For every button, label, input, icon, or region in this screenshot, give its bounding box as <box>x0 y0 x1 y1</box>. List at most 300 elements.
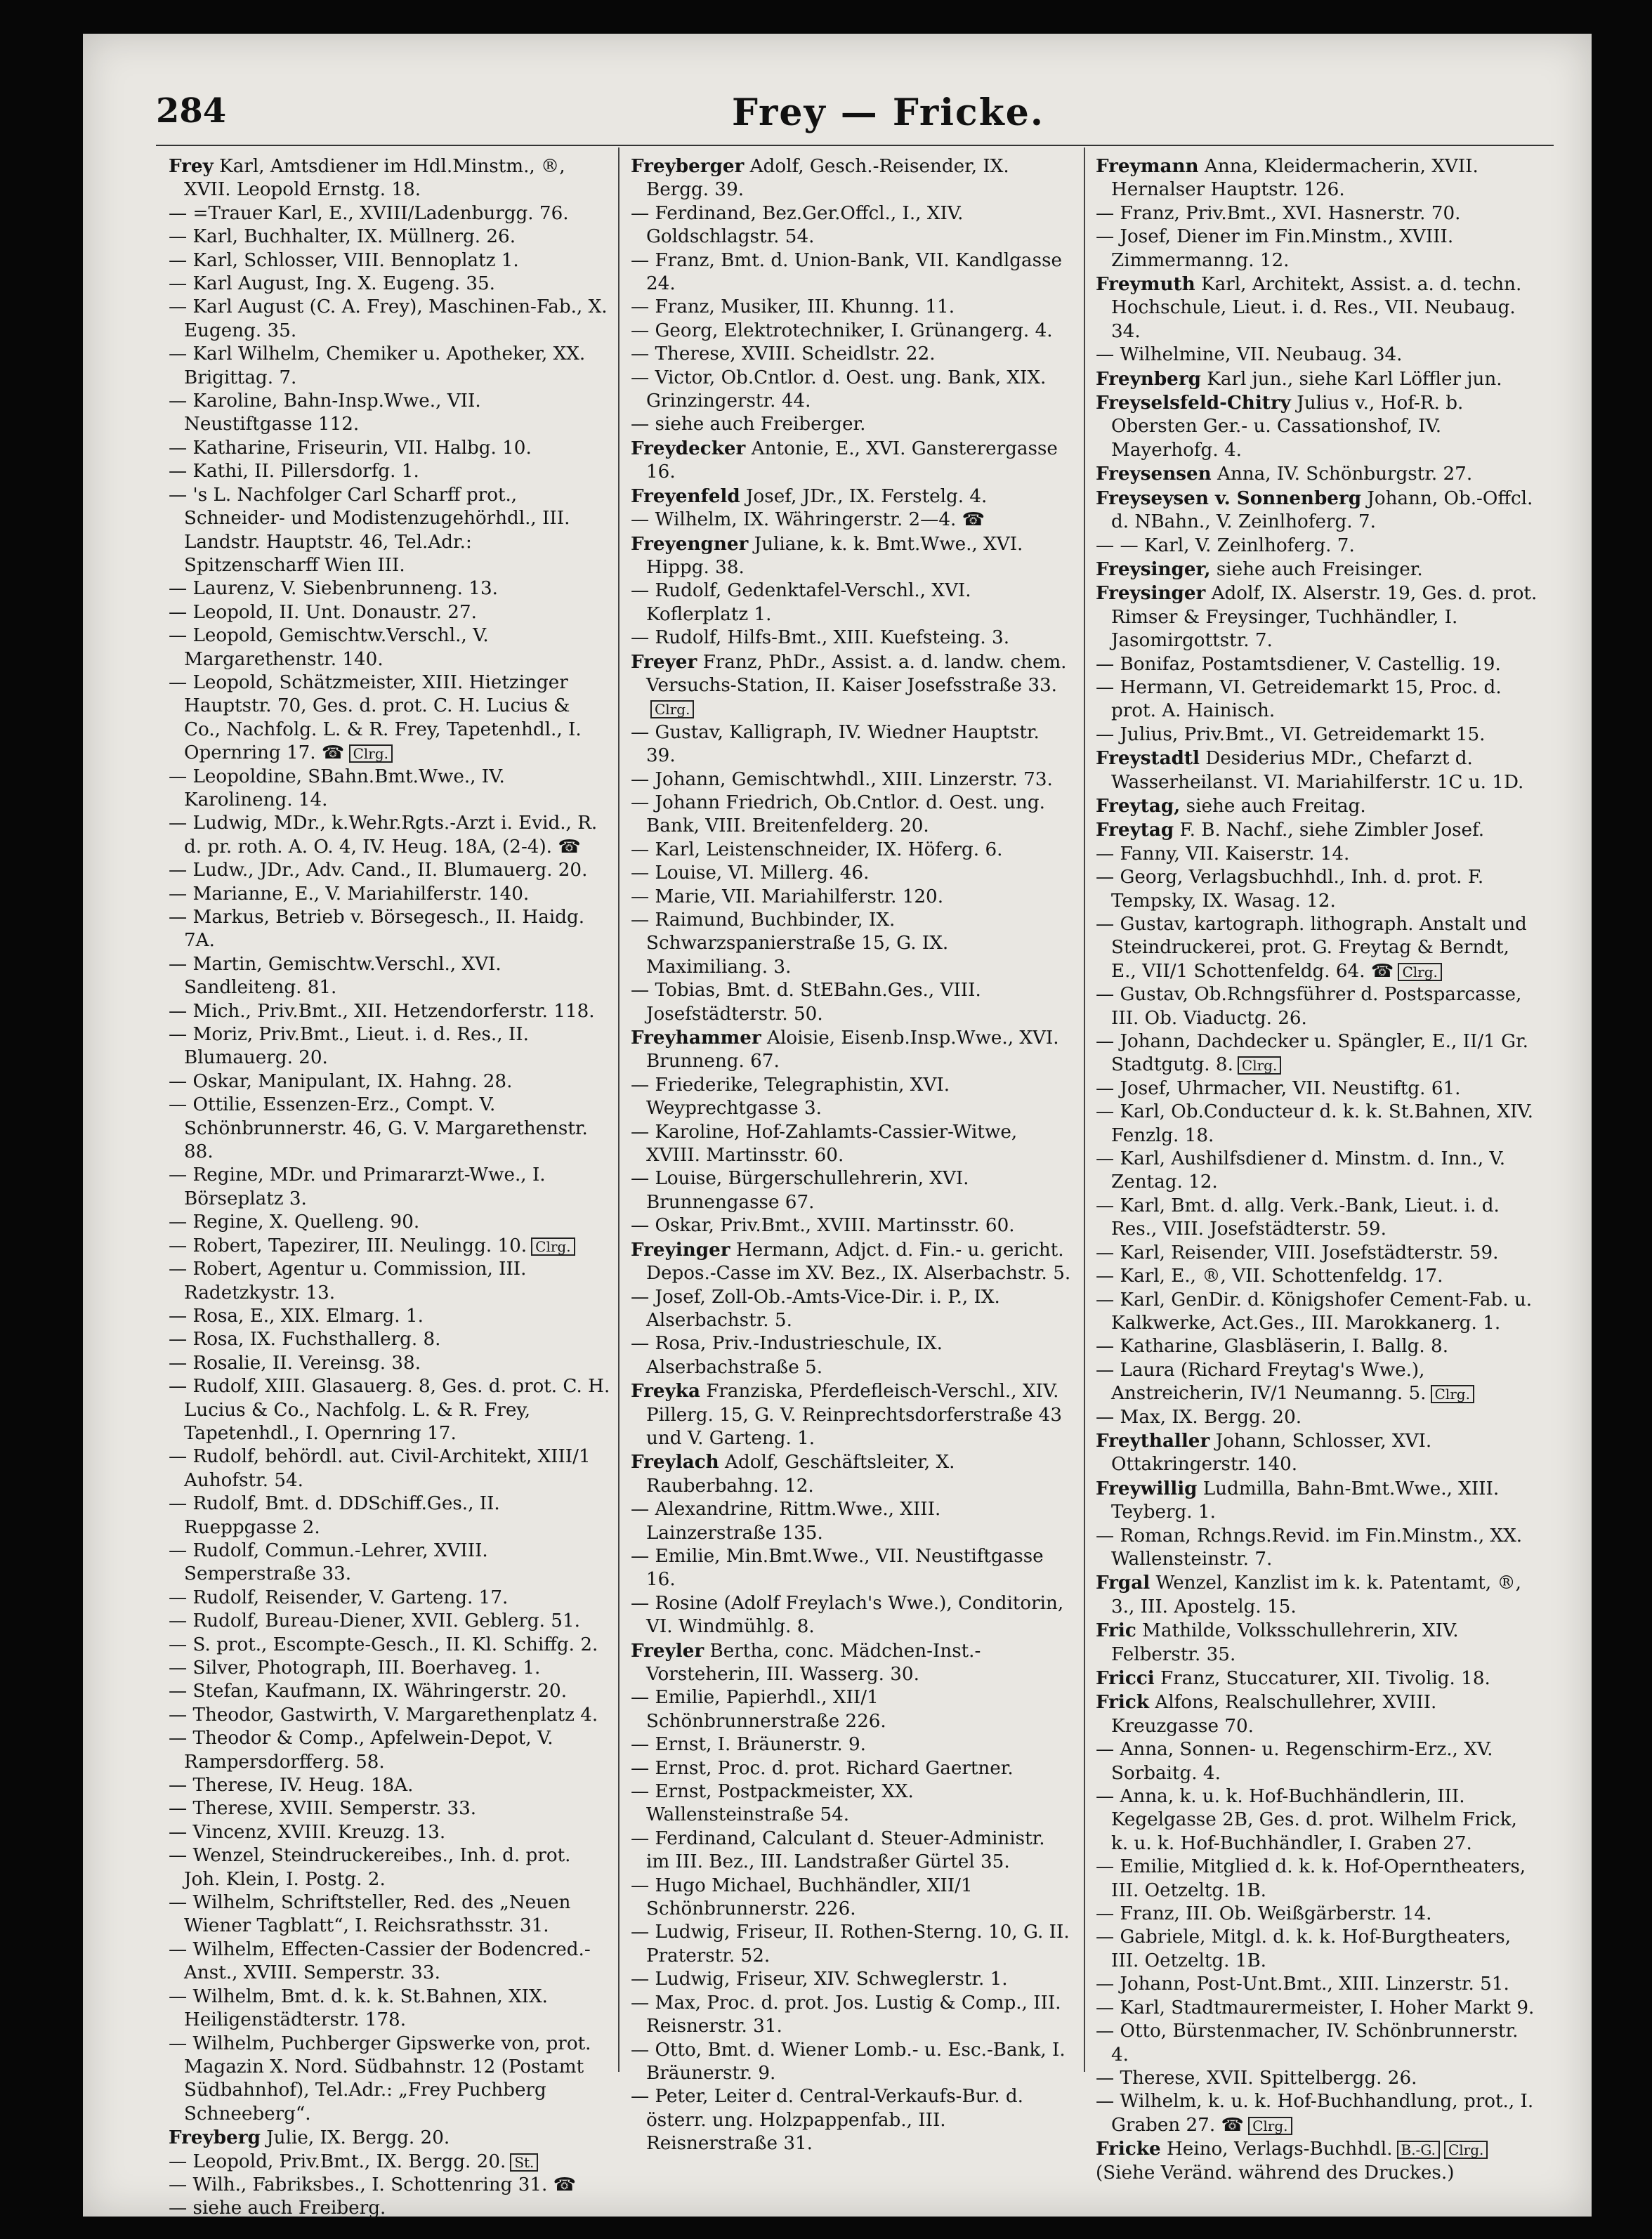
entry-text: Alfons, Realschullehrer, XVIII. Kreuzgasse 70. <box>1111 1692 1437 1737</box>
directory-entry <box>631 485 1073 508</box>
directory-entry <box>1096 653 1538 676</box>
entry-text: — siehe auch Freiberg. <box>169 2198 386 2219</box>
entry-text: — Franz, Bmt. d. Union-Bank, VII. Kandlgasse 24. <box>631 249 1062 295</box>
entry-text: — Max, IX. Bergg. 20. <box>1096 1406 1302 1428</box>
entry-surname: Freysinger <box>1096 582 1206 605</box>
entry-text: Heino, Verlags-Buchhdl. <box>1160 2139 1393 2160</box>
directory-entry <box>631 367 1073 414</box>
entry-text: — Roman, Rchngs.Revid. im Fin.Minstm., XX. Wallensteinstr. 7. <box>1096 1525 1523 1570</box>
directory-entry <box>169 1680 611 1703</box>
directory-entry <box>1096 794 1538 818</box>
entry-text: — Rudolf, Commun.-Lehrer, XVIII. Semperstraße 33. <box>169 1539 488 1585</box>
directory-entry <box>169 1070 611 1094</box>
directory-entry <box>631 1686 1073 1733</box>
directory-entry <box>169 1774 611 1797</box>
reference-stamp: Clrg. <box>1431 1385 1474 1403</box>
directory-entry <box>1096 843 1538 866</box>
directory-entry <box>169 2151 611 2174</box>
entry-surname: Freylach <box>631 1451 719 1473</box>
entry-text: — Raimund, Buchbinder, IX. Schwarzspanierstraße 15, G. IX. Maximiliang. 3. <box>631 910 949 978</box>
directory-entry <box>631 1026 1073 1074</box>
entry-text: Antonie, E., XVI. Gansterergasse 16. <box>646 438 1058 483</box>
column-divider <box>1084 147 1085 2072</box>
entry-surname: Freyer <box>631 650 697 673</box>
directory-entry <box>169 766 611 813</box>
entry-surname: Freyberger <box>631 155 745 177</box>
entry-surname: Freystadtl <box>1096 747 1200 770</box>
entry-text: — Moriz, Priv.Bmt., Lieut. i. d. Res., II. Blumauerg. 20. <box>169 1024 529 1069</box>
entry-text: — Rosalie, II. Vereinsg. 38. <box>169 1352 421 1374</box>
directory-entry <box>1096 1738 1538 1785</box>
directory-entry <box>169 1610 611 1633</box>
entry-text: siehe auch Freisinger. <box>1210 558 1423 580</box>
entry-text: — Marie, VII. Mariahilferstr. 120. <box>631 886 944 907</box>
header-rule <box>156 145 1554 146</box>
entry-text: — Karl, Schlosser, VIII. Bennoplatz 1. <box>169 249 519 271</box>
entry-text: — Karl, Reisender, VIII. Josefstädterstr. 59. <box>1096 1242 1499 1263</box>
entry-text: — Karl, GenDir. d. Königshofer Cement-Fab. u. Kalkwerke, Act.Ges., III. Marokkanerg. 1. <box>1096 1289 1533 1334</box>
directory-entry <box>169 906 611 953</box>
directory-entry <box>169 1305 611 1328</box>
directory-entry <box>631 508 1073 532</box>
entry-text: — Silver, Photograph, III. Boerhaveg. 1. <box>169 1657 541 1679</box>
entry-surname: Freyinger <box>631 1238 730 1261</box>
entry-text: Julie, IX. Bergg. 20. <box>260 2127 450 2149</box>
entry-text: — — Karl, V. Zeinlhoferg. 7. <box>1096 534 1355 556</box>
directory-entry <box>169 1000 611 1023</box>
directory-entry <box>169 1634 611 1657</box>
reference-stamp: Clrg. <box>1238 1056 1281 1075</box>
entry-text: — Rosa, IX. Fuchsthallerg. 8. <box>169 1329 441 1351</box>
directory-entry <box>1096 1997 1538 2020</box>
directory-entry <box>169 1704 611 1727</box>
directory-entry <box>169 1821 611 1844</box>
entry-text: Adolf, IX. Alserstr. 19, Ges. d. prot. Rimser & Freysinger, Tuchhändler, I. Jasomirgottstr. 7. <box>1111 583 1538 652</box>
entry-surname: Freysensen <box>1096 463 1212 485</box>
directory-entry <box>631 1921 1073 1968</box>
directory-entry <box>1096 1477 1538 1525</box>
directory-entry <box>169 883 611 906</box>
directory-column-3 <box>1096 155 1538 2191</box>
directory-entry <box>169 1727 611 1774</box>
entry-text: — Ferdinand, Calculant d. Steuer-Administr. im III. Bez., III. Landstraßer Gürtel 35. <box>631 1827 1045 1873</box>
entry-text: — 's L. Nachfolger Carl Scharff prot., Schneider- und Modistenzugehörhdl., III. Landstr. Hauptstr. 46, Tel.Adr.: Spitzenscharff Wien III. <box>169 484 570 576</box>
entry-text: — Georg, Verlagsbuchhdl., Inh. d. prot. F. Tempsky, IX. Wasag. 12. <box>1096 867 1484 912</box>
entry-text: siehe auch Freitag. <box>1180 795 1366 817</box>
directory-entry <box>1096 2090 1538 2137</box>
entry-text: — Karl, E., ®, VII. Schottenfeldg. 17. <box>1096 1266 1443 1287</box>
directory-entry <box>631 1121 1073 1168</box>
directory-entry <box>631 792 1073 839</box>
entry-text: — Ottilie, Essenzen-Erz., Compt. V. Schönbrunnerstr. 46, G. V. Margarethenstr. 88. <box>169 1094 588 1163</box>
entry-surname: Freyka <box>631 1380 700 1403</box>
directory-entry <box>1096 367 1538 391</box>
directory-entry <box>1096 2020 1538 2067</box>
entry-text: — Franz, Priv.Bmt., XVI. Hasnerstr. 70. <box>1096 202 1461 224</box>
entry-text: Anna, IV. Schönburgstr. 27. <box>1211 464 1473 485</box>
directory-entry <box>1096 1406 1538 1429</box>
entry-text: — S. prot., Escompte-Gesch., II. Kl. Schiffg. 2. <box>169 1634 598 1655</box>
directory-entry <box>1096 1926 1538 1973</box>
entry-text: — Johann, Dachdecker u. Spängler, E., II/1 Gr. Stadtgutg. 8. <box>1096 1031 1529 1076</box>
entry-text: — Rudolf, behördl. aut. Civil-Architekt, XIII/1 Auhofstr. 54. <box>169 1446 591 1491</box>
entry-text: — Johann, Gemischtwhdl., XIII. Linzerstr. 73. <box>631 768 1053 790</box>
entry-text: Karl, Amtsdiener im Hdl.Minstm., ®, XVII. Leopold Ernstg. 18. <box>184 156 565 201</box>
running-title: Frey — Fricke. <box>732 91 1044 134</box>
entry-surname: Frick <box>1096 1691 1149 1714</box>
entry-text: — Leopold, Schätzmeister, XIII. Hietzinger Hauptstr. 70, Ges. d. prot. C. H. Lucius & Co., Nachfolg. L. & R. Frey, Tapetenhdl., I. Opernring 17. ☎ <box>169 671 582 764</box>
entry-text: — Wilh., Fabriksbes., I. Schottenring 31. ☎ <box>169 2174 577 2195</box>
entry-surname: Freywillig <box>1096 1477 1198 1499</box>
entry-text: — Ernst, I. Bräunerstr. 9. <box>631 1734 866 1756</box>
directory-entry <box>631 1992 1073 2039</box>
entry-surname: Freyhammer <box>631 1027 761 1049</box>
entry-text: — Karl, Aushilfsdiener d. Minstm. d. Inn., V. Zentag. 12. <box>1096 1148 1506 1193</box>
entry-text: — =Trauer Karl, E., XVIII/Ladenburgg. 76. <box>169 202 569 224</box>
directory-entry <box>631 296 1073 319</box>
entry-text: Mathilde, Volksschullehrerin, XIV. Felberstr. 35. <box>1111 1620 1459 1665</box>
directory-entry <box>631 1238 1073 1286</box>
entry-text: — Karl, Ob.Conducteur d. k. k. St.Bahnen, XIV. Fenzlg. 18. <box>1096 1101 1533 1146</box>
directory-entry <box>169 1797 611 1820</box>
entry-text: — Peter, Leiter d. Central-Verkaufs-Bur. d. österr. ung. Holzpappenfab., III. Reisnerstraße 31. <box>631 2086 1024 2155</box>
directory-entry <box>169 601 611 624</box>
reference-stamp: B.-G. <box>1397 2141 1440 2159</box>
entry-surname: Freysinger, <box>1096 558 1211 580</box>
entry-text: — Gustav, kartograph. lithograph. Anstalt und Steindruckerei, prot. G. Freytag & Berndt, E., VII/1 Schottenfeldg. 64. ☎ <box>1096 914 1527 982</box>
directory-entry <box>631 1874 1073 1922</box>
directory-entry <box>169 1094 611 1164</box>
page-header <box>156 91 1554 147</box>
directory-entry <box>1096 534 1538 558</box>
directory-entry <box>1096 391 1538 462</box>
entry-surname: Freyengner <box>631 532 749 555</box>
entry-text: — Wenzel, Steindruckereibes., Inh. d. prot. Joh. Klein, I. Postg. 2. <box>169 1845 571 1890</box>
entry-text: — Markus, Betrieb v. Börsegesch., II. Haidg. 7A. <box>169 907 585 952</box>
directory-entry <box>169 2126 611 2150</box>
directory-entry <box>1096 2137 1538 2161</box>
entry-surname: Fric <box>1096 1620 1136 1642</box>
directory-entry <box>169 1352 611 1375</box>
directory-entry <box>169 624 611 671</box>
entry-text: — Wilhelm, k. u. k. Hof-Buchhandlung, prot., I. Graben 27. ☎ <box>1096 2091 1534 2136</box>
reference-stamp: Clrg. <box>349 744 393 763</box>
entry-text: — Ludwig, Friseur, II. Rothen-Sterng. 10, G. II. Praterstr. 52. <box>631 1922 1070 1966</box>
directory-entry <box>1096 1289 1538 1336</box>
entry-text: — Marianne, E., V. Mariahilferstr. 140. <box>169 883 530 905</box>
entry-text: — Mich., Priv.Bmt., XII. Hetzendorferstr. 118. <box>169 1000 595 1022</box>
entry-text: — Robert, Agentur u. Commission, III. Radetzkystr. 13. <box>169 1259 527 1304</box>
reference-stamp: Clrg. <box>1444 2141 1488 2159</box>
directory-entry <box>169 249 611 273</box>
directory-entry <box>169 859 611 882</box>
directory-entry <box>169 577 611 600</box>
directory-entry <box>631 909 1073 979</box>
entry-text: — Leopold, Gemischtw.Verschl., V. Margarethenstr. 140. <box>169 625 489 670</box>
directory-entry <box>631 1450 1073 1498</box>
entry-text: Franziska, Pferdefleisch-Verschl., XIV. Pillerg. 15, G. V. Reinprechtsdorferstraße 43 und V. Garteng. 1. <box>646 1381 1062 1449</box>
entry-surname: Freyberg <box>169 2127 261 2149</box>
entry-text: — Friederike, Telegraphistin, XVI. Weyprechtgasse 3. <box>631 1074 950 1120</box>
entry-text: — Josef, Diener im Fin.Minstm., XVIII. Zimmermanng. 12. <box>1096 226 1454 271</box>
entry-text: — Franz, Musiker, III. Khunng. 11. <box>631 296 955 318</box>
entry-text: — Georg, Elektrotechniker, I. Grünangerg. 4. <box>631 320 1053 341</box>
entry-text: Franz, Stuccaturer, XII. Tivolig. 18. <box>1154 1668 1490 1689</box>
directory-entry <box>1096 1571 1538 1619</box>
directory-entry <box>631 650 1073 721</box>
entry-text: — Wilhelm, Bmt. d. k. k. St.Bahnen, XIX. Heiligenstädterstr. 178. <box>169 1985 548 2031</box>
directory-entry <box>1096 2067 1538 2090</box>
entry-text: — Rudolf, Reisender, V. Garteng. 17. <box>169 1587 509 1608</box>
entry-text: — Rosine (Adolf Freylach's Wwe.), Conditorin, VI. Windmühlg. 8. <box>631 1592 1064 1638</box>
directory-entry <box>169 2197 611 2220</box>
entry-text: — Gustav, Kalligraph, IV. Wiedner Hauptstr. 39. <box>631 721 1040 767</box>
entry-text: — Stefan, Kaufmann, IX. Währingerstr. 20. <box>169 1681 568 1702</box>
entry-text: — Ernst, Proc. d. prot. Richard Gaertner. <box>631 1757 1014 1779</box>
entry-text: — Kathi, II. Pillersdorfg. 1. <box>169 461 419 482</box>
entry-text: — Johann, Post-Unt.Bmt., XIII. Linzerstr. 51. <box>1096 1974 1509 1995</box>
entry-text: — Rosa, E., XIX. Elmarg. 1. <box>169 1305 424 1327</box>
entry-text: — Laurenz, V. Siebenbrunneng. 13. <box>169 578 498 600</box>
entry-text: — Bonifaz, Postamtsdiener, V. Castellig. 19. <box>1096 653 1501 675</box>
directory-entry <box>631 1757 1073 1780</box>
directory-entry <box>631 1827 1073 1874</box>
entry-surname: Freyler <box>631 1639 704 1662</box>
directory-entry <box>631 839 1073 862</box>
directory-entry <box>1096 1973 1538 1996</box>
entry-text: Karl jun., siehe Karl Löffler jun. <box>1200 368 1502 390</box>
directory-entry <box>631 1639 1073 1687</box>
entry-text: — Louise, VI. Millerg. 46. <box>631 862 870 884</box>
directory-entry <box>1096 723 1538 747</box>
directory-entry <box>631 721 1073 768</box>
directory-entry <box>1096 155 1538 202</box>
entry-text: — Hugo Michael, Buchhändler, XII/1 Schönbrunnerstr. 226. <box>631 1874 973 1920</box>
directory-entry <box>169 1587 611 1610</box>
entry-text: — Therese, XVII. Spittelbergg. 26. <box>1096 2067 1417 2089</box>
directory-entry <box>169 273 611 296</box>
directory-entry <box>1096 343 1538 367</box>
entry-text: — Karl August (C. A. Frey), Maschinen-Fab., X. Eugeng. 35. <box>169 296 608 341</box>
directory-entry <box>1096 1667 1538 1690</box>
entry-text: — Wilhelm, Schriftsteller, Red. des „Neuen Wiener Tagblatt“, I. Reichsrathsstr. 31. <box>169 1892 571 1937</box>
entry-text: Adolf, Geschäftsleiter, X. Rauberbahng. 12. <box>646 1452 955 1497</box>
directory-entry <box>169 1938 611 1985</box>
entry-text: — Katharine, Glasbläserin, I. Ballg. 8. <box>1096 1336 1449 1358</box>
entry-text: Johann, Schlosser, XVI. Ottakringerstr. 140. <box>1111 1430 1432 1476</box>
directory-entry <box>169 1235 611 1258</box>
directory-entry <box>169 1657 611 1680</box>
directory-entry <box>631 320 1073 343</box>
directory-entry <box>1096 1359 1538 1406</box>
directory-entry <box>169 460 611 483</box>
entry-text: Johann, Ob.-Offcl. d. NBahn., V. Zeinlhoferg. 7. <box>1111 487 1533 533</box>
entry-text: Adolf, Gesch.-Reisender, IX. Bergg. 39. <box>646 156 1009 201</box>
entry-text: — Therese, XVIII. Semperstr. 33. <box>169 1798 477 1820</box>
entry-text: — Rudolf, Gedenktafel-Verschl., XVI. Koflerplatz 1. <box>631 580 971 625</box>
directory-entry <box>1096 983 1538 1030</box>
directory-entry <box>631 202 1073 249</box>
directory-entry <box>1096 747 1538 794</box>
reference-stamp: Clrg. <box>1248 2117 1292 2135</box>
entry-surname: Freyseysen v. Sonnenberg <box>1096 487 1362 509</box>
directory-entry <box>169 1891 611 1938</box>
directory-entry <box>631 2039 1073 2086</box>
directory-entry <box>631 1498 1073 1545</box>
directory-entry <box>631 1780 1073 1827</box>
entry-text: — Max, Proc. d. prot. Jos. Lustig & Comp., III. Reisnerstr. 31. <box>631 1992 1061 2037</box>
entry-text: — Karoline, Hof-Zahlamts-Cassier-Witwe, XVIII. Martinsstr. 60. <box>631 1121 1018 1167</box>
entry-surname: Freymann <box>1096 155 1199 177</box>
entry-text: — Emilie, Mitglied d. k. k. Hof-Operntheaters, III. Oetzeltg. 1B. <box>1096 1856 1526 1901</box>
directory-entry <box>631 1286 1073 1333</box>
directory-entry <box>631 1167 1073 1214</box>
directory-entry <box>169 343 611 390</box>
entry-surname: Fricke <box>1096 2138 1161 2160</box>
entry-text: — Gabriele, Mitgl. d. k. k. Hof-Burgtheaters, III. Oetzeltg. 1B. <box>1096 1926 1512 1971</box>
entry-surname: Freytag <box>1096 819 1174 841</box>
entry-surname: Frgal <box>1096 1572 1150 1594</box>
entry-text: — Wilhelm, IX. Währingerstr. 2—4. ☎ <box>631 509 985 531</box>
entry-text: — Karl, Bmt. d. allg. Verk.-Bank, Lieut. i. d. Res., VIII. Josefstädterstr. 59. <box>1096 1195 1500 1240</box>
entry-text: — Hermann, VI. Getreidemarkt 15, Proc. d. prot. A. Hainisch. <box>1096 676 1502 722</box>
directory-entry <box>1096 225 1538 273</box>
entry-text: Karl, Architekt, Assist. a. d. techn. Hochschule, Lieut. i. d. Res., VII. Neubaug. 34. <box>1111 274 1522 342</box>
entry-text: — Regine, X. Quelleng. 90. <box>169 1212 420 1233</box>
directory-entry <box>631 532 1073 580</box>
entry-text: — Victor, Ob.Cntlor. d. Oest. ung. Bank, XIX. Grinzingerstr. 44. <box>631 367 1047 412</box>
directory-entry <box>631 2085 1073 2155</box>
directory-entry <box>169 225 611 249</box>
directory-entry <box>169 953 611 1000</box>
entry-text: — Alexandrine, Rittm.Wwe., XIII. Lainzerstraße 135. <box>631 1499 941 1544</box>
directory-entry <box>1096 1903 1538 1926</box>
directory-entry <box>1096 818 1538 842</box>
entry-text: — Leopold, II. Unt. Donaustr. 27. <box>169 601 477 623</box>
entry-text: — Tobias, Bmt. d. StEBahn.Ges., VIII. Josefstädterstr. 50. <box>631 980 981 1025</box>
directory-entry <box>1096 1148 1538 1195</box>
directory-entry <box>169 2174 611 2197</box>
entry-surname: Freydecker <box>631 437 746 459</box>
entry-text: — Robert, Tapezirer, III. Neulingg. 10. <box>169 1235 527 1256</box>
entry-text: — Vincenz, XVIII. Kreuzg. 13. <box>169 1821 446 1843</box>
entry-text: — Josef, Uhrmacher, VII. Neustiftg. 61. <box>1096 1077 1461 1099</box>
entry-text: — Fanny, VII. Kaiserstr. 14. <box>1096 843 1350 865</box>
directory-entry <box>631 437 1073 485</box>
entry-text: — Karl, Stadtmaurermeister, I. Hoher Markt 9. <box>1096 1997 1535 2018</box>
directory-entry <box>631 1332 1073 1379</box>
directory-entry <box>169 1445 611 1492</box>
directory-entry <box>631 1968 1073 1991</box>
directory-entry <box>1096 582 1538 652</box>
entry-text: — Wilhelm, Effecten-Cassier der Bodencred.-Anst., XVIII. Semperstr. 33. <box>169 1938 591 1984</box>
directory-entry <box>169 1328 611 1351</box>
entry-surname: Freynberg <box>1096 367 1201 390</box>
entry-surname: Freytag, <box>1096 794 1181 817</box>
directory-entry <box>631 862 1073 885</box>
directory-entry <box>169 2033 611 2127</box>
directory-entry <box>1096 202 1538 225</box>
directory-entry <box>1096 558 1538 582</box>
entry-text: Hermann, Adjct. d. Fin.- u. gericht. Depos.-Casse im XV. Bez., IX. Alserbachstr. 5. <box>646 1239 1071 1285</box>
entry-text: — Gustav, Ob.Rchngsführer d. Postsparcasse, III. Ob. Viaductg. 26. <box>1096 984 1522 1029</box>
entry-text: Anna, Kleidermacherin, XVII. Hernalser Hauptstr. 126. <box>1111 156 1479 201</box>
directory-entry <box>169 1164 611 1211</box>
page-number: 284 <box>156 91 227 131</box>
entry-text: — Theodor & Comp., Apfelwein-Depot, V. Rampersdorfferg. 58. <box>169 1728 553 1773</box>
directory-entry <box>631 1545 1073 1592</box>
entry-text: — Karl, Buchhalter, IX. Müllnerg. 26. <box>169 226 516 248</box>
directory-entry <box>1096 273 1538 343</box>
entry-text: — Karl Wilhelm, Chemiker u. Apotheker, XX. Brigittag. 7. <box>169 343 586 388</box>
directory-entry <box>169 155 611 202</box>
entry-text: — Katharine, Friseurin, VII. Halbg. 10. <box>169 437 532 459</box>
entry-text: — Emilie, Min.Bmt.Wwe., VII. Neustiftgasse 16. <box>631 1545 1044 1591</box>
entry-text: Wenzel, Kanzlist im k. k. Patentamt, ®, 3., III. Apostelg. 15. <box>1111 1572 1521 1617</box>
entry-text: — Wilhelm, Puchberger Gipswerke von, prot. Magazin X. Nord. Südbahnstr. 12 (Postamt Südbahnhof), Tel.Adr.: „Frey Puchberg Schneeberg“. <box>169 2033 591 2125</box>
entry-text: — Rudolf, Hilfs-Bmt., XIII. Kuefsteing. 3. <box>631 627 1010 649</box>
entry-text: — Johann Friedrich, Ob.Cntlor. d. Oest. ung. Bank, VIII. Breitenfelderg. 20. <box>631 792 1045 837</box>
entry-text: — Louise, Bürgerschullehrerin, XVI. Brunnengasse 67. <box>631 1168 969 1213</box>
directory-entry <box>169 202 611 225</box>
entry-text: — siehe auch Freiberger. <box>631 414 866 435</box>
entry-text: — Emilie, Papierhdl., XII/1 Schönbrunnerstraße 226. <box>631 1687 886 1732</box>
directory-entry <box>631 1733 1073 1757</box>
directory-entry <box>1096 2162 1538 2185</box>
entry-text: — Anna, k. u. k. Hof-Buchhändlerin, III. Kegelgasse 2B, Ges. d. prot. Wilhelm Frick, k. u. k. Hof-Buchhändler, I. Graben 27. <box>1096 1786 1517 1854</box>
entry-text: Bertha, conc. Mädchen-Inst.-Vorsteherin, III. Wasserg. 30. <box>646 1640 981 1685</box>
directory-entry <box>169 671 611 766</box>
column-divider <box>618 147 620 2072</box>
entry-text: — Theodor, Gastwirth, V. Margarethenplatz 4. <box>169 1704 598 1726</box>
entry-surname: Fricci <box>1096 1667 1155 1689</box>
entry-text: — Oskar, Priv.Bmt., XVIII. Martinsstr. 60. <box>631 1215 1015 1237</box>
entry-text: — Josef, Zoll-Ob.-Amts-Vice-Dir. i. P., IX. Alserbachstr. 5. <box>631 1286 1000 1331</box>
directory-entry <box>631 155 1073 202</box>
directory-entry <box>169 1375 611 1445</box>
directory-entry <box>631 1074 1073 1121</box>
reference-stamp: Clrg. <box>1398 963 1441 981</box>
directory-entry <box>1096 1619 1538 1667</box>
directory-entry <box>1096 1265 1538 1288</box>
entry-text: — Wilhelmine, VII. Neubaug. 34. <box>1096 344 1403 366</box>
entry-surname: Freymuth <box>1096 273 1195 296</box>
directory-entry <box>169 437 611 460</box>
entry-text: — Anna, Sonnen- u. Regenschirm-Erz., XV. Sorbaitg. 4. <box>1096 1739 1493 1784</box>
entry-text: — Karl, Leistenschneider, IX. Höferg. 6. <box>631 839 1003 860</box>
entry-text: Franz, PhDr., Assist. a. d. landw. chem. Versuchs-Station, II. Kaiser Josefsstraße 33. <box>646 651 1067 696</box>
directory-entry <box>631 579 1073 626</box>
entry-text: Ludmilla, Bahn-Bmt.Wwe., XIII. Teyberg. 1. <box>1111 1478 1500 1523</box>
directory-entry <box>169 390 611 437</box>
directory-entry <box>169 1844 611 1891</box>
directory-entry <box>1096 1785 1538 1856</box>
directory-entry <box>169 1023 611 1070</box>
directory-entry <box>631 979 1073 1026</box>
entry-text: (Siehe Veränd. während des Druckes.) <box>1096 2162 1455 2184</box>
directory-entry <box>169 484 611 578</box>
entry-text: — Therese, IV. Heug. 18A. <box>169 1775 414 1797</box>
directory-column-2 <box>631 155 1073 2191</box>
reference-stamp: St. <box>510 2153 538 2172</box>
directory-entry <box>1096 1195 1538 1242</box>
directory-entry <box>1096 487 1538 534</box>
directory-entry <box>631 768 1073 792</box>
directory-entry <box>631 1592 1073 1639</box>
directory-entry <box>631 1214 1073 1237</box>
entry-text: — Franz, III. Ob. Weißgärberstr. 14. <box>1096 1903 1432 1925</box>
entry-text: Aloisie, Eisenb.Insp.Wwe., XVI. Brunneng. 67. <box>646 1027 1059 1072</box>
